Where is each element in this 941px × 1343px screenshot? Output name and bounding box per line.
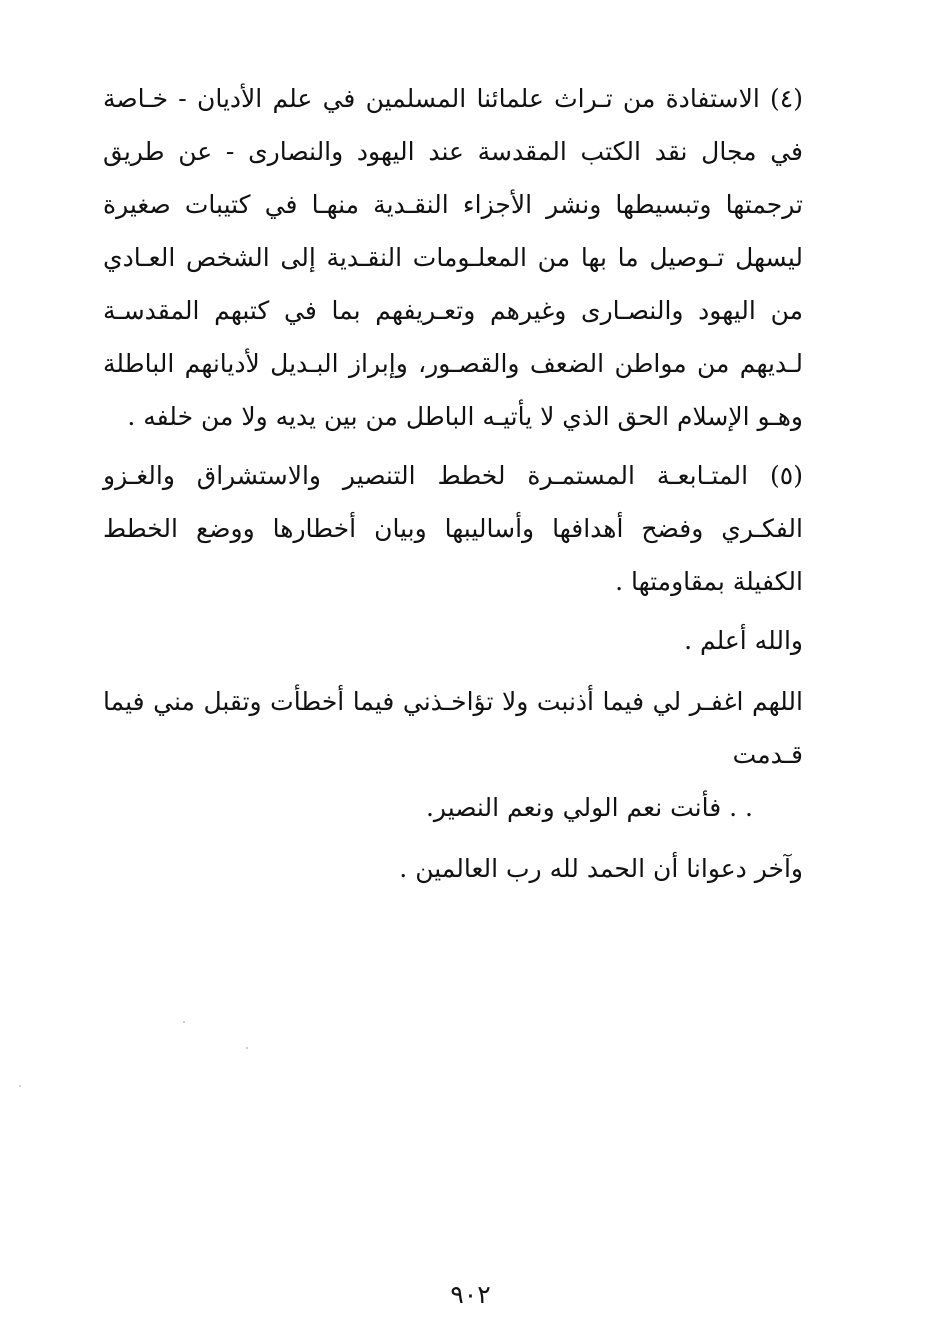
- page-number: ٩٠٢: [450, 1280, 491, 1309]
- list-item-4: [103, 72, 803, 443]
- list-item-5: [103, 449, 803, 608]
- prayer-line-continuation: . . فأنت نعم الولي ونعم النصير.: [425, 793, 753, 822]
- item-text: المتـابعـة المستمـرة لخطط التنصير والاستشراق والغـزو الفكـري وفضح أهدافها وأساليبها وبيان أخطارها ووضع الخطط الكفيلة بمقاومتها .: [103, 461, 803, 596]
- closing-line: وآخر دعوانا أن الحمد لله رب العالمين .: [399, 854, 803, 883]
- item-text: الاستفادة من تـراث علمائنا المسلمين في علم الأديان - خـاصة في مجال نقد الكتب المقدسة عند اليهود والنصارى - عن طريق ترجمتها وتبسيطها ونشر الأجزاء النقـدية منهـا في كتيبات صغيرة ليسهل تـوصيل ما بها من المعلـومات النقـدية إلى الشخص العـادي من اليهود والنصـارى وغيرهم وتعـريفهم بما في كتبهم المقدسـة لـديهم من مواطن الضعف والقصـور، وإبراز البـديل لأديانهم الباطلة وهـو الإسلام الحق الذي لا يأتيـه الباطل من بين يديه ولا من خلفه .: [103, 84, 803, 431]
- allah-knows-line: والله أعلم .: [684, 626, 803, 655]
- scan-speck: [183, 1021, 185, 1023]
- prayer-line: اللهم اغفـر لي فيما أذنبت ولا تؤاخـذني فيما أخطأت وتقبل مني فيما قـدمت: [103, 687, 803, 769]
- page-body: [103, 72, 803, 895]
- item-number: (٤): [770, 84, 803, 113]
- item-number: (٥): [770, 461, 803, 490]
- scan-speck: [246, 1047, 248, 1049]
- scan-speck: [19, 1085, 21, 1087]
